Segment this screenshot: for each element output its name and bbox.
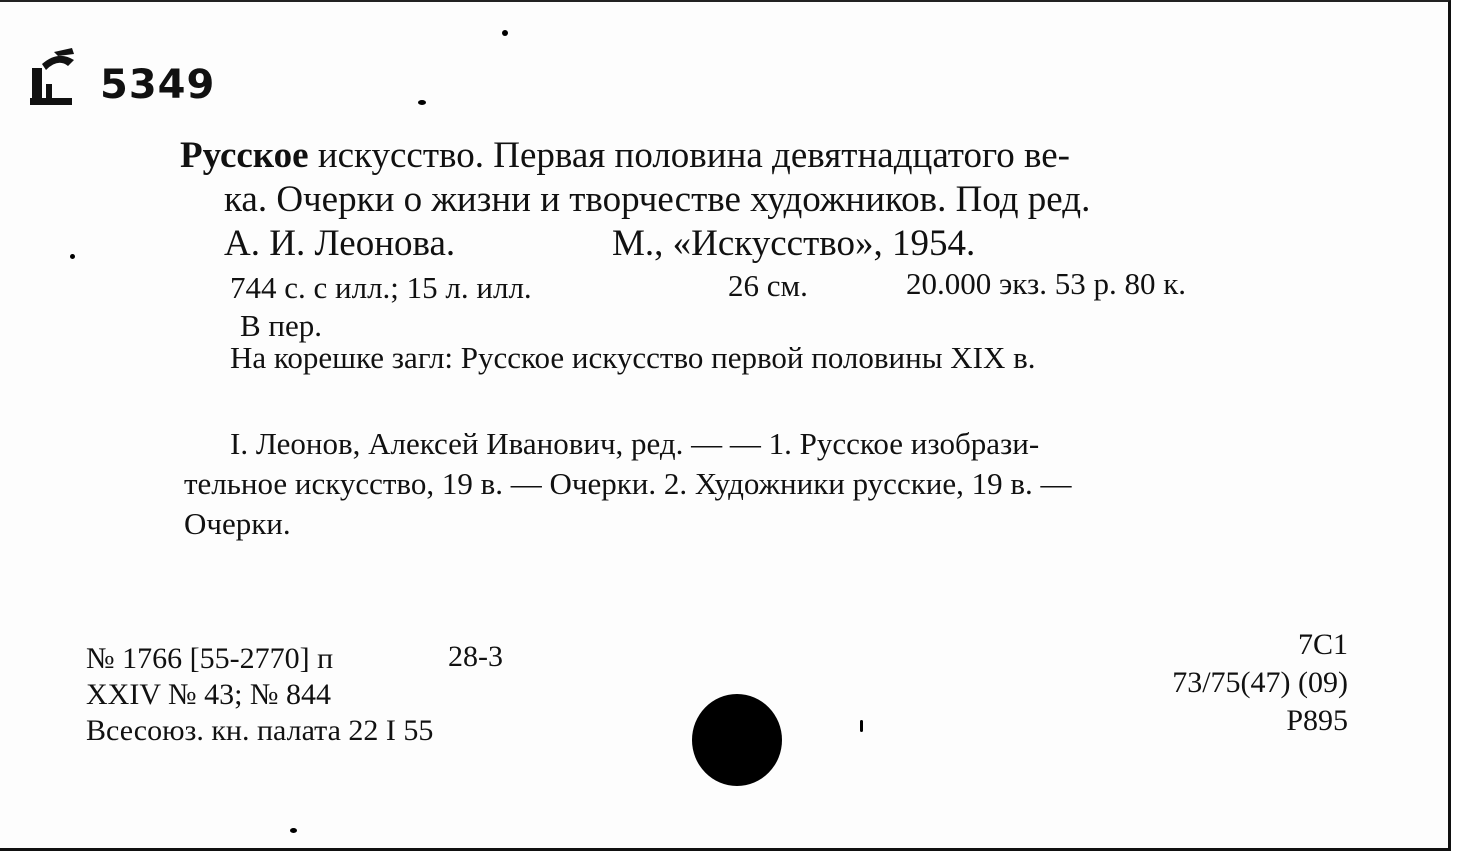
- speck: [860, 720, 863, 732]
- copies-price: 20.000 экз. 53 р. 80 к.: [906, 266, 1187, 301]
- footer-left-line-1a: № 1766 [55-2770] п: [86, 642, 334, 675]
- size-info: 26 см.: [728, 268, 808, 303]
- title-line-1-text: искусство. Первая половина девятнадцатого ве-: [308, 135, 1070, 176]
- title-heading-word: Русское: [180, 135, 309, 176]
- footer-left-line-3: Всесоюз. кн. палата 22 I 55: [86, 714, 434, 747]
- title-line-1: [180, 134, 1070, 177]
- spine-title: На корешке загл: Русское искусство первой половины XIX в.: [230, 340, 1036, 375]
- binding-info: В пер.: [240, 308, 323, 343]
- title-line-3b: М., «Искусство», 1954.: [612, 223, 976, 264]
- pages-info: 744 с. с илл.; 15 л. илл.: [230, 270, 532, 305]
- speck: [502, 30, 508, 36]
- footer-right-line-1: 7С1: [1297, 628, 1348, 661]
- footer-right-line-2: 73/75(47) (09): [1172, 666, 1348, 699]
- speck: [418, 100, 426, 105]
- subjects-line-3: Очерки.: [184, 506, 291, 541]
- title-line-3a: А. И. Леонова.: [224, 223, 456, 264]
- footer-left-line-1b: 28-3: [448, 640, 503, 673]
- subjects-line-2: тельное искусство, 19 в. — Очерки. 2. Художники русские, 19 в. —: [184, 466, 1072, 501]
- footer-left-line-2: XXIV № 43; № 844: [86, 678, 332, 711]
- catalog-number: 5349: [100, 62, 216, 108]
- corner-stamp-icon: [28, 46, 76, 108]
- speck: [290, 828, 297, 833]
- footer-right-line-3: Р895: [1286, 704, 1348, 737]
- punch-hole: [692, 694, 782, 786]
- speck: [70, 254, 75, 259]
- subjects-line-1: I. Леонов, Алексей Иванович, ред. — — 1. Русское изобрази-: [230, 426, 1040, 461]
- title-line-2: ка. Очерки о жизни и творчестве художников. Под ред.: [224, 179, 1091, 220]
